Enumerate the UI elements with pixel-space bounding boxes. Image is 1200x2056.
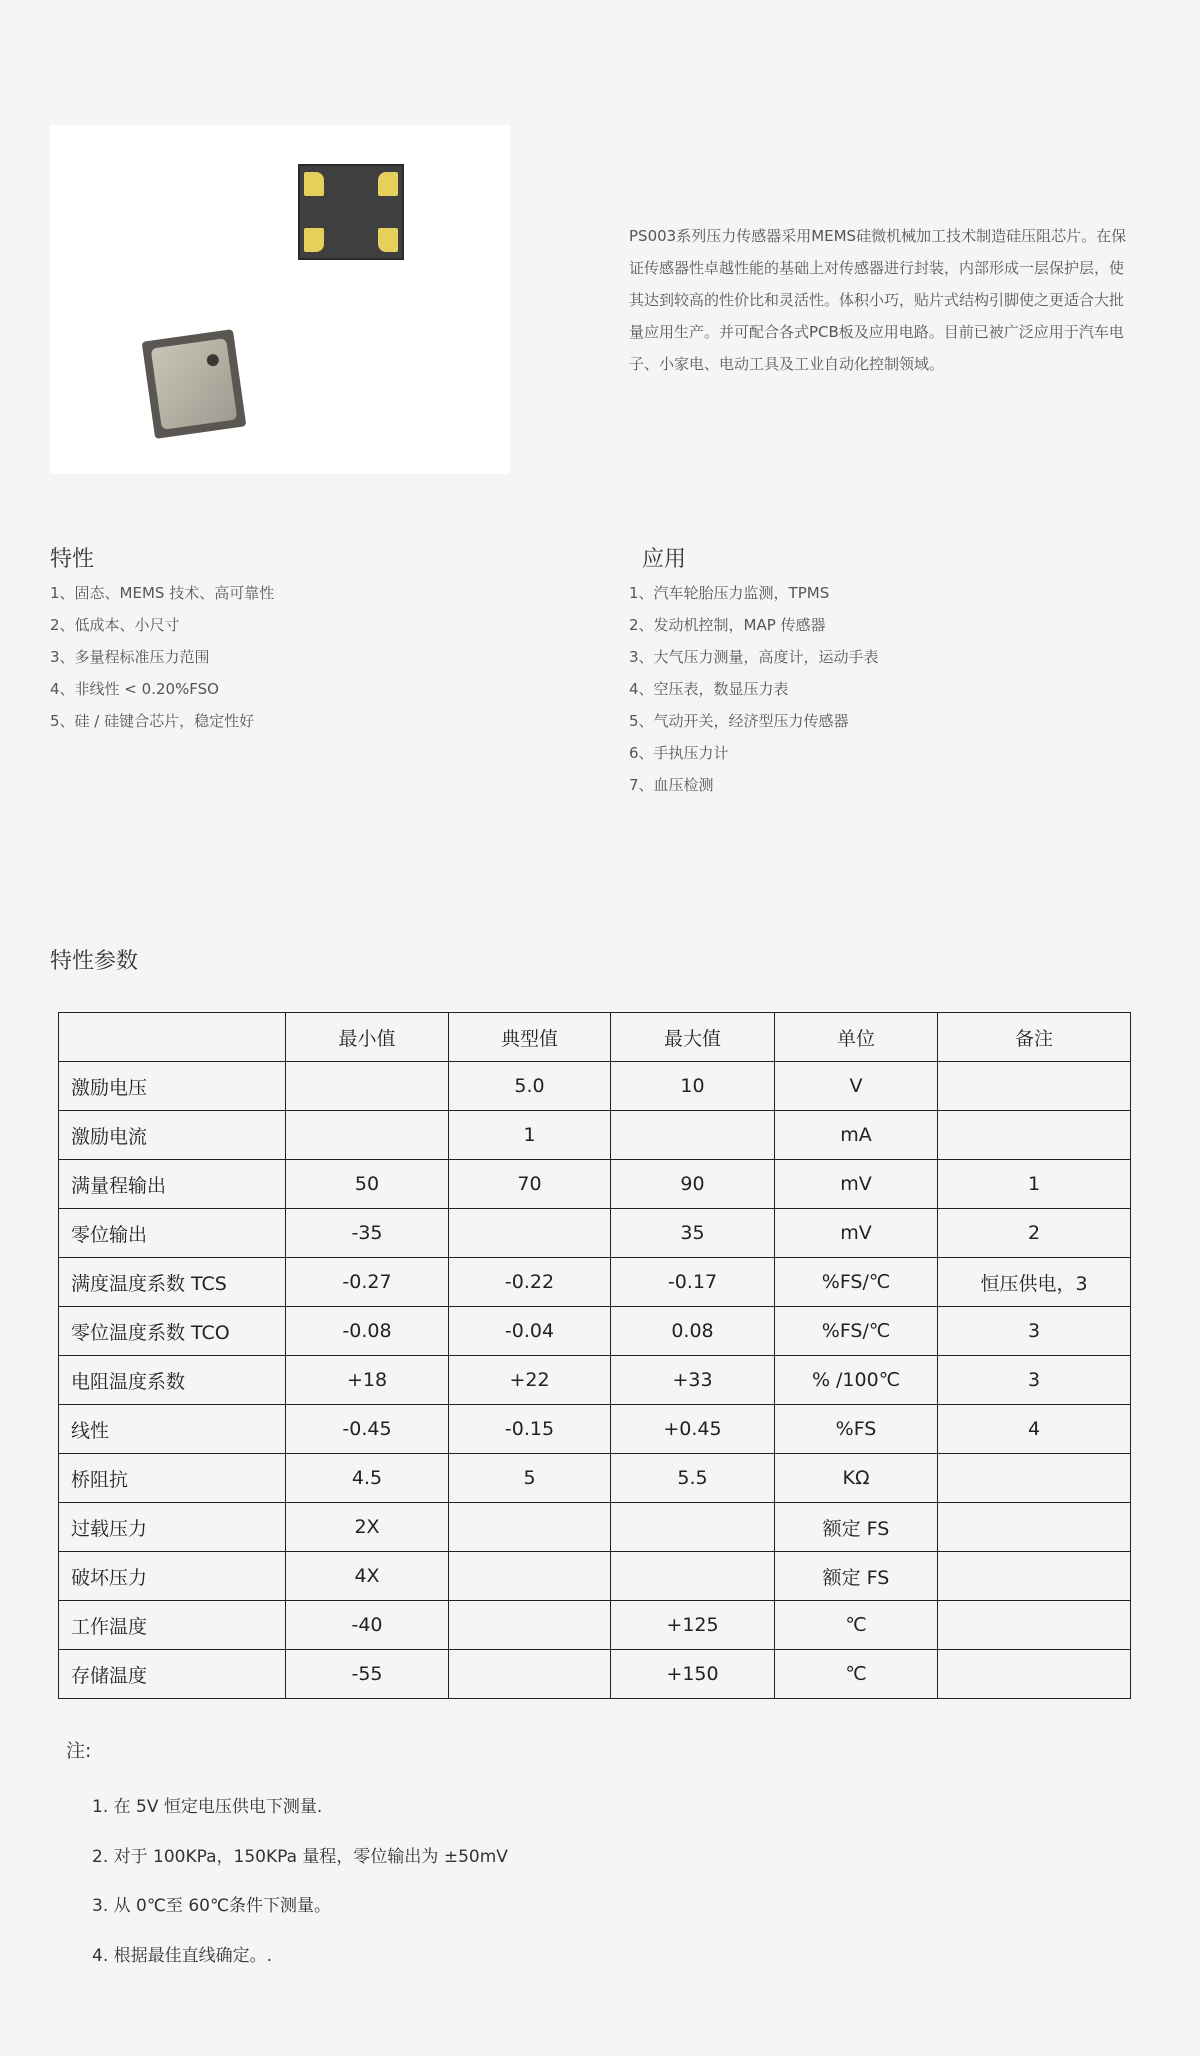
param-name: 零位温度系数 TCO bbox=[59, 1307, 286, 1356]
table-cell: 4 bbox=[938, 1405, 1131, 1454]
table-row bbox=[59, 1258, 1131, 1307]
table-cell bbox=[611, 1503, 775, 1552]
param-name: 零位输出 bbox=[59, 1209, 286, 1258]
header-cell: 典型值 bbox=[449, 1013, 611, 1062]
note-item: 4. 根据最佳直线确定。. bbox=[92, 1945, 273, 1966]
table-cell: % /100℃ bbox=[775, 1356, 938, 1405]
table-cell bbox=[449, 1650, 611, 1699]
table-cell: 10 bbox=[611, 1062, 775, 1111]
param-name: 激励电流 bbox=[59, 1111, 286, 1160]
table-cell: 恒压供电，3 bbox=[938, 1258, 1131, 1307]
table-cell: 5.5 bbox=[611, 1454, 775, 1503]
list-item: 6、手执压力计 bbox=[629, 744, 729, 762]
table-cell: 5.0 bbox=[449, 1062, 611, 1111]
table-row bbox=[59, 1454, 1131, 1503]
param-name: 电阻温度系数 bbox=[59, 1356, 286, 1405]
table-cell: 3 bbox=[938, 1356, 1131, 1405]
table-cell: 1 bbox=[449, 1111, 611, 1160]
table-cell bbox=[938, 1503, 1131, 1552]
table-cell: +150 bbox=[611, 1650, 775, 1699]
table-cell: 额定 FS bbox=[775, 1552, 938, 1601]
table-cell bbox=[286, 1111, 449, 1160]
list-item: 7、血压检测 bbox=[629, 776, 714, 794]
table-cell bbox=[611, 1552, 775, 1601]
table-cell: -0.45 bbox=[286, 1405, 449, 1454]
table-row bbox=[59, 1650, 1131, 1699]
params-table bbox=[58, 1012, 1131, 1699]
table-cell bbox=[938, 1062, 1131, 1111]
product-description: PS003系列压力传感器采用MEMS硅微机械加工技术制造硅压阻芯片。在保证传感器性卓越性能的基础上对传感器进行封装，内部形成一层保护层，使其达到较高的性价比和灵活性。体积小巧，贴片式结构引脚使之更适合大批量应用生产。并可配合各式PCB板及应用电路。目前已被广泛应用于汽车电子、小家电、电动工具及工业自动化控制领域。 bbox=[629, 227, 1127, 373]
table-cell: -0.15 bbox=[449, 1405, 611, 1454]
header-cell bbox=[59, 1013, 286, 1062]
list-item: 4、非线性 < 0.20%FSO bbox=[50, 680, 219, 698]
list-item: 1、固态、MEMS 技术、高可靠性 bbox=[50, 584, 275, 602]
product-image bbox=[50, 125, 510, 474]
table-cell: %FS bbox=[775, 1405, 938, 1454]
chip-top-view-image bbox=[298, 164, 404, 260]
table-cell: 4X bbox=[286, 1552, 449, 1601]
table-cell: -0.27 bbox=[286, 1258, 449, 1307]
table-cell bbox=[449, 1209, 611, 1258]
list-item: 1、汽车轮胎压力监测，TPMS bbox=[629, 584, 830, 602]
table-cell bbox=[938, 1552, 1131, 1601]
list-item: 3、多量程标准压力范围 bbox=[50, 648, 210, 666]
table-cell: +125 bbox=[611, 1601, 775, 1650]
table-cell: 70 bbox=[449, 1160, 611, 1209]
applications-title: 应用 bbox=[642, 547, 687, 572]
table-cell: 3 bbox=[938, 1307, 1131, 1356]
table-cell: -0.08 bbox=[286, 1307, 449, 1356]
table-row bbox=[59, 1601, 1131, 1650]
table-cell bbox=[938, 1601, 1131, 1650]
table-cell: ℃ bbox=[775, 1601, 938, 1650]
table-cell: 1 bbox=[938, 1160, 1131, 1209]
table-cell bbox=[449, 1503, 611, 1552]
table-cell: %FS/℃ bbox=[775, 1258, 938, 1307]
table-cell: %FS/℃ bbox=[775, 1307, 938, 1356]
table-row bbox=[59, 1209, 1131, 1258]
table-cell: mA bbox=[775, 1111, 938, 1160]
table-cell: 50 bbox=[286, 1160, 449, 1209]
header-cell: 最小值 bbox=[286, 1013, 449, 1062]
table-header-row bbox=[59, 1013, 1131, 1062]
table-cell: +33 bbox=[611, 1356, 775, 1405]
table-row bbox=[59, 1503, 1131, 1552]
table-cell bbox=[449, 1601, 611, 1650]
table-cell bbox=[938, 1454, 1131, 1503]
table-cell bbox=[938, 1650, 1131, 1699]
param-name: 存储温度 bbox=[59, 1650, 286, 1699]
table-cell: +0.45 bbox=[611, 1405, 775, 1454]
table-cell: ℃ bbox=[775, 1650, 938, 1699]
table-cell: -40 bbox=[286, 1601, 449, 1650]
note-item: 1. 在 5V 恒定电压供电下测量. bbox=[92, 1797, 323, 1817]
table-cell: V bbox=[775, 1062, 938, 1111]
header-cell: 最大值 bbox=[611, 1013, 775, 1062]
table-cell: mV bbox=[775, 1209, 938, 1258]
table-row bbox=[59, 1062, 1131, 1111]
table-cell: 5 bbox=[449, 1454, 611, 1503]
table-cell: KΩ bbox=[775, 1454, 938, 1503]
table-row bbox=[59, 1552, 1131, 1601]
chip-package-image bbox=[142, 329, 247, 439]
table-cell: 2 bbox=[938, 1209, 1131, 1258]
table-cell: 90 bbox=[611, 1160, 775, 1209]
table-cell: 35 bbox=[611, 1209, 775, 1258]
list-item: 2、低成本、小尺寸 bbox=[50, 616, 180, 634]
table-cell: -0.17 bbox=[611, 1258, 775, 1307]
table-cell: 2X bbox=[286, 1503, 449, 1552]
param-name: 过载压力 bbox=[59, 1503, 286, 1552]
list-item: 2、发动机控制，MAP 传感器 bbox=[629, 616, 826, 634]
header-cell: 备注 bbox=[938, 1013, 1131, 1062]
table-cell bbox=[286, 1062, 449, 1111]
param-name: 激励电压 bbox=[59, 1062, 286, 1111]
table-cell bbox=[611, 1111, 775, 1160]
notes-title: 注: bbox=[66, 1740, 92, 1762]
table-row bbox=[59, 1405, 1131, 1454]
param-name: 破坏压力 bbox=[59, 1552, 286, 1601]
features-list bbox=[50, 577, 274, 737]
table-row bbox=[59, 1356, 1131, 1405]
list-item: 5、气动开关，经济型压力传感器 bbox=[629, 712, 849, 730]
table-row bbox=[59, 1307, 1131, 1356]
table-row bbox=[59, 1111, 1131, 1160]
features-title: 特性 bbox=[50, 547, 95, 572]
list-item: 4、空压表，数显压力表 bbox=[629, 680, 789, 698]
table-cell: -35 bbox=[286, 1209, 449, 1258]
applications-list bbox=[629, 577, 879, 801]
note-item: 3. 从 0℃至 60℃条件下测量。 bbox=[92, 1896, 332, 1916]
table-cell: +18 bbox=[286, 1356, 449, 1405]
param-name: 工作温度 bbox=[59, 1601, 286, 1650]
params-title: 特性参数 bbox=[50, 949, 139, 974]
table-cell bbox=[938, 1111, 1131, 1160]
table-cell: +22 bbox=[449, 1356, 611, 1405]
table-cell: -0.22 bbox=[449, 1258, 611, 1307]
param-name: 线性 bbox=[59, 1405, 286, 1454]
param-name: 桥阻抗 bbox=[59, 1454, 286, 1503]
note-item: 2. 对于 100KPa，150KPa 量程，零位输出为 ±50mV bbox=[92, 1846, 508, 1867]
table-cell: mV bbox=[775, 1160, 938, 1209]
table-cell bbox=[449, 1552, 611, 1601]
notes-list bbox=[92, 1783, 508, 1981]
table-cell: -55 bbox=[286, 1650, 449, 1699]
list-item: 3、大气压力测量，高度计，运动手表 bbox=[629, 648, 879, 666]
param-name: 满量程输出 bbox=[59, 1160, 286, 1209]
param-name: 满度温度系数 TCS bbox=[59, 1258, 286, 1307]
list-item: 5、硅 / 硅键合芯片，稳定性好 bbox=[50, 712, 255, 730]
table-cell: 4.5 bbox=[286, 1454, 449, 1503]
table-row bbox=[59, 1160, 1131, 1209]
table-cell: 0.08 bbox=[611, 1307, 775, 1356]
table-cell: -0.04 bbox=[449, 1307, 611, 1356]
table-cell: 额定 FS bbox=[775, 1503, 938, 1552]
header-cell: 单位 bbox=[775, 1013, 938, 1062]
